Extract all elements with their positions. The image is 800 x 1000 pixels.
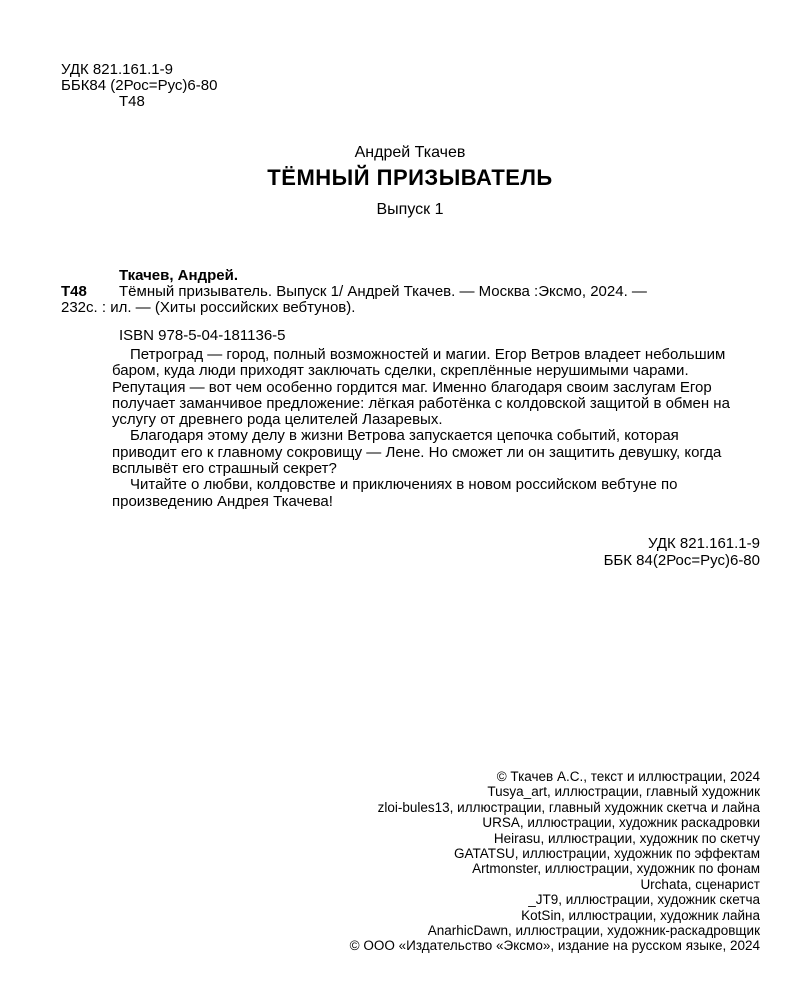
bbk-code: ББК84 (2Рос=Рус)6-80 — [61, 77, 218, 94]
credit-line: © ООО «Издательство «Эксмо», издание на русском языке, 2024 — [349, 938, 760, 954]
bottom-classification — [604, 535, 760, 569]
udk-code: УДК 821.161.1-9 — [61, 61, 173, 78]
credit-line: KotSin, иллюстрации, художник лайна — [521, 907, 760, 923]
title-block — [0, 143, 800, 227]
bbk-code-bottom: ББК 84(2Рос=Рус)6-80 — [603, 552, 760, 569]
title-author: Андрей Ткачев — [354, 144, 466, 161]
credit-line: © Ткачев А.С., текст и иллюстрации, 2024 — [496, 769, 760, 784]
udk-code-bottom: УДК 821.161.1-9 — [648, 535, 760, 552]
bib-description-line-2: 232с. : ил. — (Хиты российских вебтунов). — [61, 299, 356, 316]
annotation — [112, 347, 742, 510]
credit-line: Urchata, сценарист — [640, 876, 760, 892]
credit-line: zloi-bules13, иллюстрации, главный художник скетча и лайна — [377, 799, 760, 815]
book-title: ТЁМНЫЙ ПРИЗЫВАТЕЛЬ — [267, 165, 553, 190]
bib-author-heading: Ткачев, Андрей. — [119, 267, 238, 284]
credit-line: URSA, иллюстрации, художник раскадровки — [482, 815, 760, 831]
annotation-paragraph: Читайте о любви, колдовстве и приключениях в новом российском вебтуне по произведению Андрея Ткачева! — [112, 476, 678, 510]
author-mark: Т48 — [119, 93, 145, 110]
bib-author-mark: Т48 — [61, 283, 87, 300]
header-classification — [61, 62, 217, 110]
credit-line: Heirasu, иллюстрации, художник по скетчу — [493, 830, 760, 846]
isbn: ISBN 978-5-04-181136-5 — [119, 327, 286, 344]
credit-line: GATATSU, иллюстрации, художник по эффектам — [454, 846, 760, 862]
bib-description-line-1: Тёмный призыватель. Выпуск 1/ Андрей Ткачев. — Москва :Эксмо, 2024. — — [119, 283, 647, 300]
credit-line: AnarhicDawn, иллюстрации, художник-раскадровщик — [427, 923, 760, 939]
credit-line: Artmonster, иллюстрации, художник по фонам — [472, 861, 760, 877]
annotation-paragraph: Благодаря этому делу в жизни Ветрова запускается цепочка событий, которая приводит его к главному сокровищу — Лене. Но сможет ли он защитить девушку, когда всплывёт его страшный секрет? — [112, 427, 722, 478]
bibliographic-record — [61, 267, 751, 344]
issue-number: Выпуск 1 — [376, 201, 444, 218]
annotation-paragraph: Петроград — город, полный возможностей и магии. Егор Ветров владеет небольшим баром, куда люди приходят заключать сделки, скреплённые нерушимыми чарами. Репутация — вот чем особенно гордится маг. Именно благодаря своим заслугам Егор получает заманчивое предложение: лёгкая работёнка с колдовской защитой в обмен на услугу от древнего рода целителей Лазаревых. — [112, 346, 730, 429]
credit-line: Tusya_art, иллюстрации, главный художник — [487, 784, 760, 800]
credits — [350, 769, 760, 954]
credit-line: _JT9, иллюстрации, художник скетча — [528, 892, 760, 908]
